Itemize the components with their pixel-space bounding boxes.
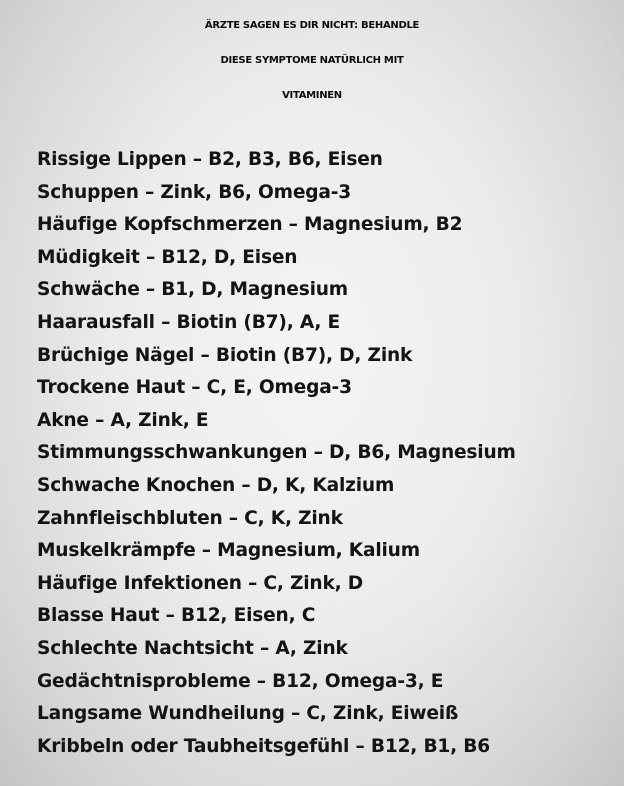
list-item: Haarausfall – Biotin (B7), A, E	[37, 311, 341, 333]
list-item: Rissige Lippen – B2, B3, B6, Eisen	[37, 149, 383, 170]
list-item: Häufige Kopfschmerzen – Magnesium, B2	[37, 214, 463, 236]
list-item: Langsame Wundheilung – C, Zink, Eiweiß	[37, 703, 459, 725]
list-item: Trockene Haut – C, E, Omega-3	[37, 377, 352, 399]
list-item: Häufige Infektionen – C, Zink, D	[37, 572, 363, 594]
list-item: Müdigkeit – B12, D, Eisen	[37, 246, 298, 268]
list-item: Schlechte Nachtsicht – A, Zink	[37, 637, 348, 659]
list-item: Schuppen – Zink, B6, Omega-3	[37, 181, 351, 203]
list-item: Brüchige Nägel – Biotin (B7), D, Zink	[37, 344, 413, 366]
title-line: VITAMINEN	[282, 90, 342, 101]
list-item: Zahnfleischbluten – C, K, Zink	[37, 507, 343, 529]
list-item: Kribbeln oder Taubheitsgefühl – B12, B1, B6	[37, 735, 491, 757]
symptom-vitamin-list	[37, 144, 617, 763]
list-item: Schwache Knochen – D, K, Kalzium	[37, 474, 395, 496]
title-line: DIESE SYMPTOME NATÜRLICH MIT	[220, 55, 404, 66]
list-item: Muskelkrämpfe – Magnesium, Kalium	[37, 540, 420, 562]
list-item: Schwäche – B1, D, Magnesium	[37, 279, 348, 301]
poster-title	[0, 8, 624, 113]
list-item: Gedächtnisprobleme – B12, Omega-3, E	[37, 670, 444, 692]
title-line: ÄRZTE SAGEN ES DIR NICHT: BEHANDLE	[204, 20, 420, 31]
list-item: Blasse Haut – B12, Eisen, C	[37, 605, 316, 627]
list-item: Stimmungsschwankungen – D, B6, Magnesium	[37, 442, 516, 464]
list-item: Akne – A, Zink, E	[37, 409, 209, 431]
